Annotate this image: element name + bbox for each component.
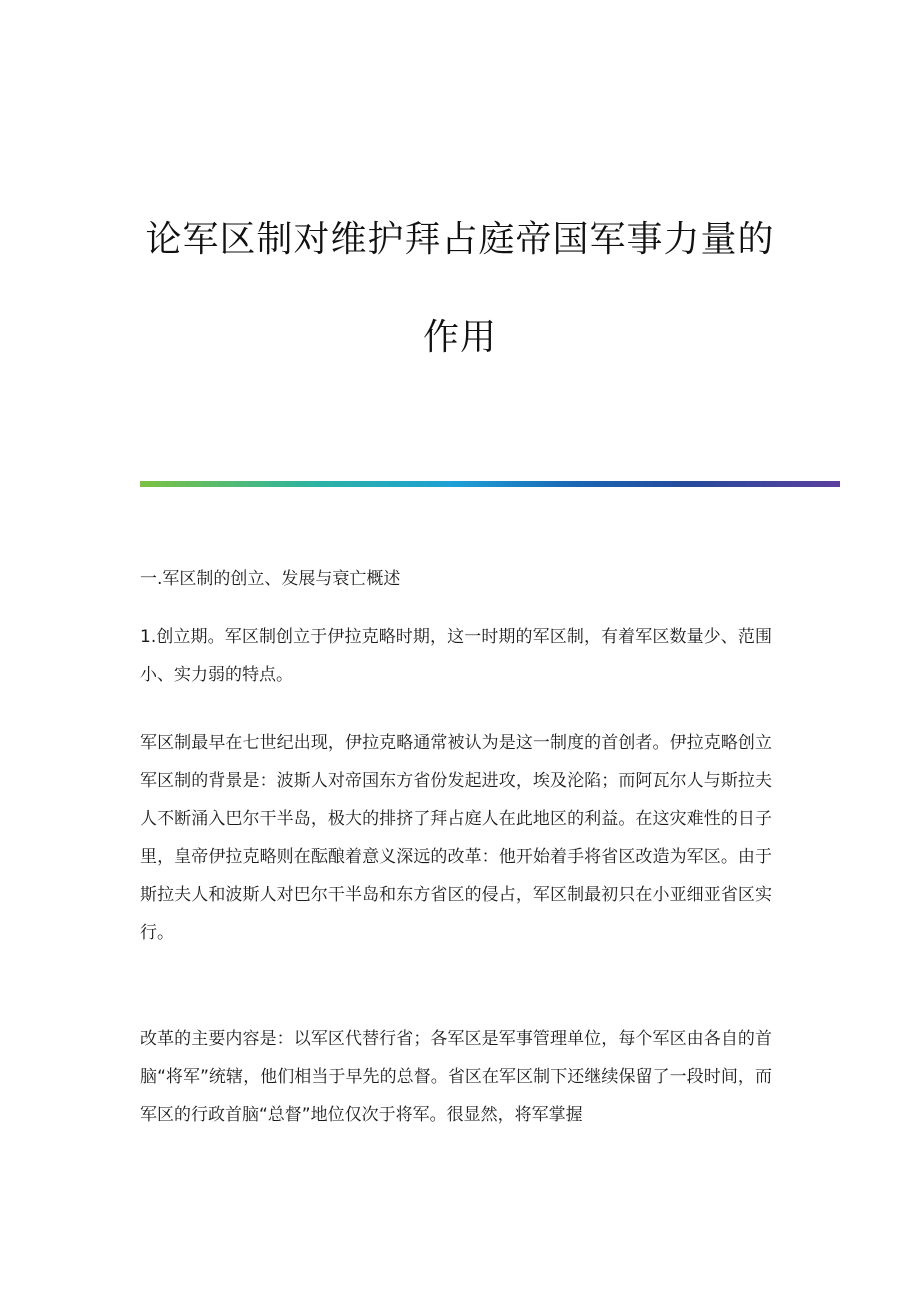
document-title-line-1: 论军区制对维护拜占庭帝国军事力量的: [145, 219, 775, 260]
paragraph-3: 改革的主要内容是：以军区代替行省；各军区是军事管理单位，每个军区由各自的首脑“将军”统辖，他们相当于早先的总督。省区在军区制下还继续保留了一段时间，而军区的行政首脑“总督”地位仅次于将军。很显然，将军掌握: [140, 1029, 772, 1125]
paragraph-2: 军区制最早在七世纪出现，伊拉克略通常被认为是这一制度的首创者。伊拉克略创立军区制的背景是：波斯人对帝国东方省份发起进攻，埃及沦陷；而阿瓦尔人与斯拉夫人不断涌入巴尔干半岛，极大的排挤了拜占庭人在此地区的利益。在这灾难性的日子里，皇帝伊拉克略则在酝酿着意义深远的改革：他开始着手将省区改造为军区。由于斯拉夫人和波斯人对巴尔干半岛和东方省区的侵占，军区制最初只在小亚细亚省区实行。: [140, 733, 772, 943]
document-title-line-2: 作用: [422, 317, 497, 358]
section-heading: 一.军区制的创立、发展与衰亡概述: [140, 569, 401, 589]
paragraph-1: 1.创立期。军区制创立于伊拉克略时期，这一时期的军区制，有着军区数量少、范围小、实力弱的特点。: [140, 627, 772, 685]
gradient-divider: [140, 481, 840, 487]
